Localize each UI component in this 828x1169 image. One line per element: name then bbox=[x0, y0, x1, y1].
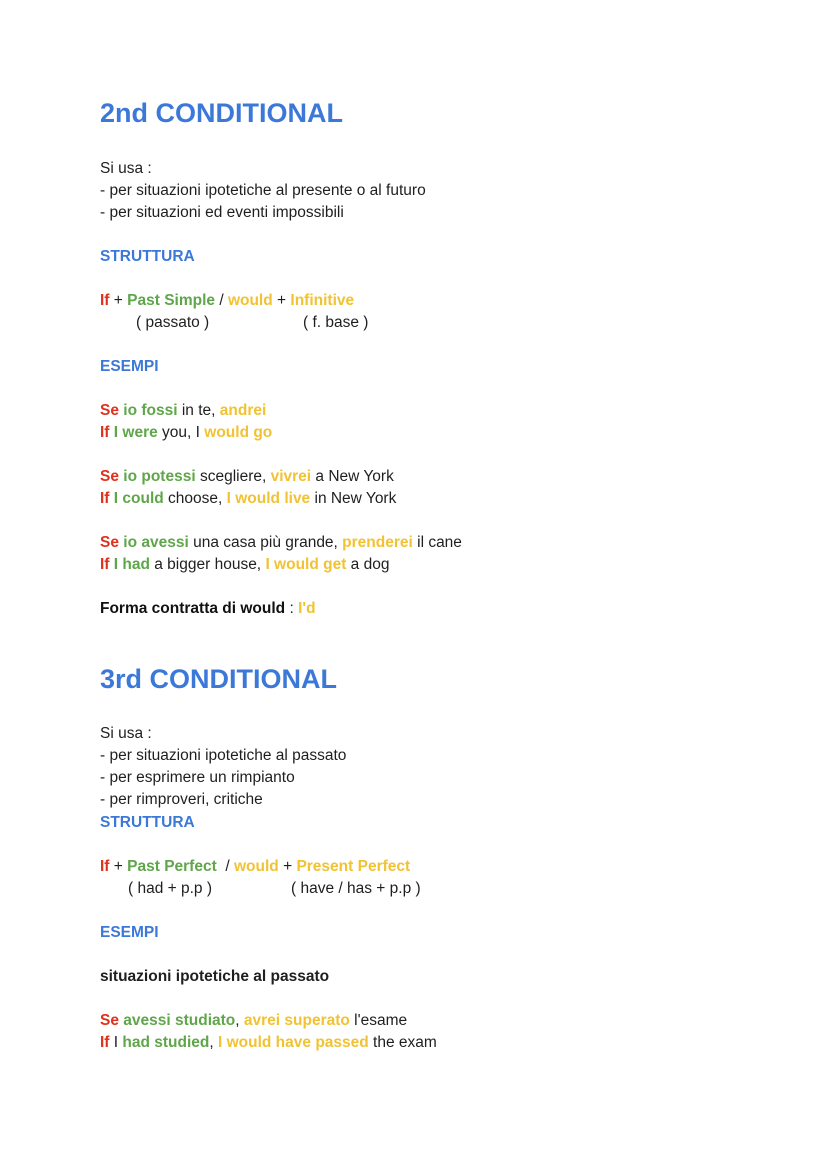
second-structure-note-2: ( f. base ) bbox=[303, 314, 369, 331]
third-use-3: - per rimproveri, critiche bbox=[100, 791, 263, 808]
third-use-2: - per esprimere un rimpianto bbox=[100, 769, 295, 786]
infinitive-label: Infinitive bbox=[290, 292, 355, 309]
past-simple-label: Past Simple bbox=[127, 292, 216, 309]
second-structure-note-1: ( passato ) bbox=[136, 314, 210, 331]
third-use-1: - per situazioni ipotetiche al passato bbox=[100, 747, 347, 764]
third-example-category: situazioni ipotetiche al passato bbox=[100, 968, 330, 985]
third-structure-formula: If + Past Perfect / would + Present Perfect bbox=[100, 858, 411, 875]
second-example-2-en: If I could choose, I would live in New York bbox=[100, 490, 397, 507]
third-structure-heading: STRUTTURA bbox=[100, 814, 195, 831]
second-structure-heading: STRUTTURA bbox=[100, 248, 195, 265]
second-use-2: - per situazioni ed eventi impossibili bbox=[100, 204, 344, 221]
second-example-3-en: If I had a bigger house, I would get a dog bbox=[100, 556, 390, 573]
present-perfect-label: Present Perfect bbox=[296, 858, 411, 875]
third-example-1-en: If I had studied, I would have passed the exam bbox=[100, 1034, 437, 1051]
second-example-1-en: If I were you, I would go bbox=[100, 424, 273, 441]
if-keyword: If bbox=[100, 292, 110, 309]
second-examples-heading: ESEMPI bbox=[100, 358, 159, 375]
third-example-1-it: Se avessi studiato, avrei superato l'esame bbox=[100, 1012, 408, 1029]
second-use-1: - per situazioni ipotetiche al presente o al futuro bbox=[100, 182, 426, 199]
second-uses-intro: Si usa : bbox=[100, 160, 152, 177]
third-structure-note-1: ( had + p.p ) bbox=[128, 880, 213, 897]
past-perfect-label: Past Perfect bbox=[127, 858, 217, 875]
third-conditional-title: 3rd CONDITIONAL bbox=[100, 664, 338, 694]
third-examples-heading: ESEMPI bbox=[100, 924, 159, 941]
third-uses-intro: Si usa : bbox=[100, 725, 152, 742]
second-example-2-it: Se io potessi scegliere, vivrei a New York bbox=[100, 468, 394, 485]
contracted-form-line: Forma contratta di would : I'd bbox=[100, 600, 316, 617]
second-structure-formula: If + Past Simple / would + Infinitive bbox=[100, 292, 355, 309]
second-example-1-it: Se io fossi in te, andrei bbox=[100, 402, 267, 419]
second-example-3-it: Se io avessi una casa più grande, prenderei il cane bbox=[100, 534, 462, 551]
second-conditional-title: 2nd CONDITIONAL bbox=[100, 98, 343, 128]
third-structure-note-2: ( have / has + p.p ) bbox=[291, 880, 421, 897]
would-label: would bbox=[227, 292, 273, 309]
